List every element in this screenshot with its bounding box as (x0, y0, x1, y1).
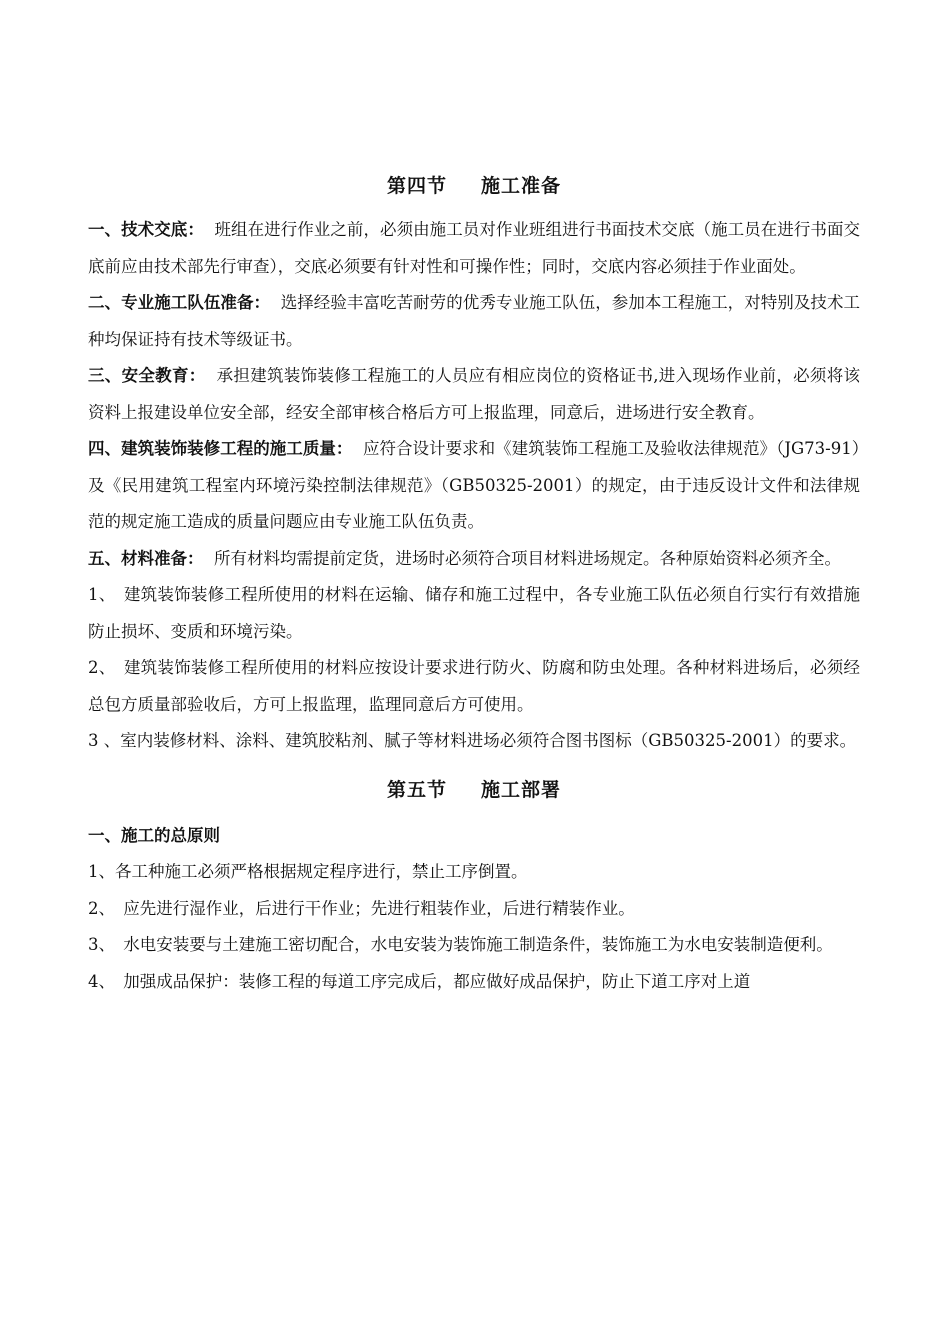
paragraph-material-preparation (88, 541, 860, 578)
paragraph-text: 班组在进行作业之前，必须由施工员对作业班组进行书面技术交底（施工员在进行书面交底前应由技术部先行审查），交底必须要有针对性和可操作性；同时，交底内容必须挂于作业面处。 (88, 220, 861, 276)
numbered-item: 3、 水电安装要与土建施工密切配合，水电安装为装饰施工制造条件，装饰施工为水电安装制造便利。 (88, 935, 833, 954)
section5-title (88, 764, 860, 816)
paragraph-lead: 一、技术交底： (88, 220, 204, 239)
section4-number: 第四节 (386, 175, 447, 197)
numbered-item: 4、 加强成品保护：装修工程的每道工序完成后，都应做好成品保护，防止下道工序对上道 (88, 971, 751, 991)
paragraph-team-preparation (88, 285, 860, 358)
paragraph-text: 选择经验丰富吃苦耐劳的优秀专业施工队伍，参加本工程施工，对特别及技术工种均保证持有技术等级证书。 (88, 293, 861, 349)
paragraph-lead: 四、建筑装饰装修工程的施工质量： (88, 439, 353, 458)
paragraph-lead: 二、专业施工队伍准备： (88, 293, 271, 312)
section5-number: 第五节 (386, 778, 447, 801)
numbered-item: 1、 建筑装饰装修工程所使用的材料在运输、储存和施工过程中，各专业施工队伍必须自行实行有效措施防止损坏、变质和环境污染。 (88, 585, 860, 641)
section4-heading: 施工准备 (481, 175, 562, 197)
paragraph-safety-education (88, 358, 860, 431)
document-page (88, 160, 860, 1000)
paragraph-text: 应符合设计要求和《建筑装饰工程施工及验收法律规范》（JG73-91）及《民用建筑工程室内环境污染控制法律规范》（GB50325-2001）的规定，由于违反设计文件和法律规范的规定施工造成的质量问题应由专业施工队伍负责。 (88, 439, 860, 531)
paragraph-lead: 五、材料准备： (88, 548, 204, 568)
section5-heading: 施工部署 (481, 778, 562, 801)
paragraph-technical-briefing (88, 212, 860, 285)
numbered-item: 2、 建筑装饰装修工程所使用的材料应按设计要求进行防火、防腐和防虫处理。各种材料进场后，必须经总包方质量部验收后，方可上报监理，监理同意后方可使用。 (88, 658, 860, 714)
numbered-item: 3 、室内装修材料、涂料、建筑胶粘剂、腻子等材料进场必须符合图书图标（GB50325-2001）的要求。 (88, 731, 857, 750)
paragraph-construction-quality (88, 431, 860, 541)
paragraph-lead: 三、安全教育： (88, 366, 206, 385)
paragraph-text: 所有材料均需提前定货，进场时必须符合项目材料进场规定。各种原始资料必须齐全。 (214, 548, 841, 568)
numbered-item: 2、 应先进行湿作业，后进行干作业；先进行粗装作业，后进行精装作业。 (88, 898, 635, 918)
section5-subheading: 一、施工的总原则 (88, 825, 220, 845)
paragraph-text: 承担建筑装饰装修工程施工的人员应有相应岗位的资格证书,进入现场作业前，必须将该资料上报建设单位安全部，经安全部审核合格后方可上报监理，同意后，进场进行安全教育。 (88, 366, 861, 422)
section4-title (88, 160, 860, 212)
numbered-item: 1、各工种施工必须严格根据规定程序进行，禁止工序倒置。 (88, 862, 528, 881)
